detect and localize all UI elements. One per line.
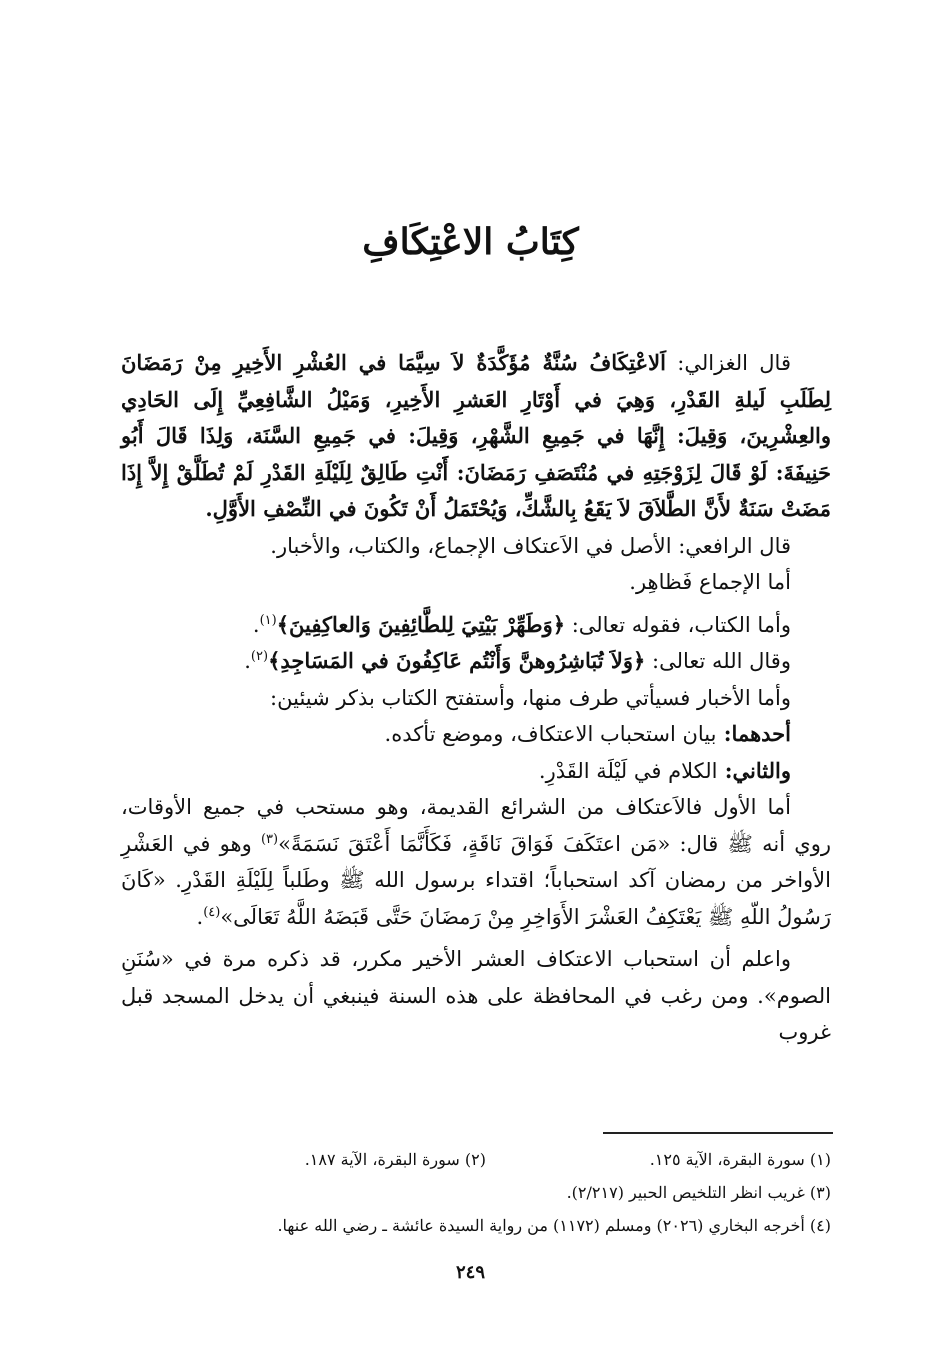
paragraph-first-section	[121, 789, 831, 935]
punctuation: .	[196, 904, 204, 929]
paragraph-ghazali	[121, 345, 831, 528]
footnote-divider	[603, 1132, 833, 1134]
punctuation: .	[244, 649, 251, 673]
footnote-1: (١) سورة البقرة، الآية ١٢٥.	[649, 1150, 831, 1169]
second-label: والثاني:	[717, 757, 791, 783]
chapter-title: كِتَابُ الاعْتِكَافِ	[362, 221, 579, 263]
ghazali-text: اَلاعْتِكَافُ سُنَّةٌ مُؤَكَّدَةٌ لاَ سِيَّمَا في العُشْرِ الأَخِيرِ مِنْ رَمَضَانَ لِطَلَبِ لَيلةِ القَدْرِ، وَهِيَ في أَوْتَارِ العَشرِ الأَخِيرِ، وَمَيْلُ الشَّافِعِيِّ إِلَى الحَادِي والعِشْرِينَ، وَقِيلَ: إِنَّهَا في جَمِيعِ الشَّهْرِ، وَقِيلَ: في جَمِيعِ السَّنَة، وَلِذَا قَالَ أَبُو حَنِيفَةَ: لَوْ قَالَ لِزَوْجَتِهِ في مُنْتَصَفِ رَمَضَانَ: أَنْتِ طَالِقٌ لِلَيْلَةِ القَدْرِ لَمْ تُطَلَّقْ إِلاَّ إِذَا مَضَتْ سَنَةٌ لأَنَّ الطَّلاَقَ لاَ يَقَعُ بِالشَّكِّ، وَيُحْتَمَلُ أَنْ تَكُونَ في النِّصْفِ الأَوَّلِ.	[121, 350, 831, 521]
footnote-ref: (٢)	[250, 649, 269, 664]
footnote-4: (٤) أخرجه البخاري (٢٠٢٦) ومسلم (١١٧٢) من رواية السيدة عائشة ـ رضي الله عنها.	[277, 1216, 831, 1235]
footnote-row	[121, 1143, 831, 1176]
footnote-ref: (٤)	[203, 904, 221, 920]
paragraph-verse	[121, 643, 831, 680]
paragraph-akhbar: وأما الأخبار فسيأتي طرف منها، وأستفتح الكتاب بذكر شيئين:	[270, 685, 791, 710]
paragraph-lead: قال الغزالي:	[665, 351, 791, 375]
quran-quote: ﴿وَطَهِّرْ بَيْتِيَ لِلطَّائِفِينَ وَالعاكِفِينَ﴾	[276, 611, 566, 637]
quran-quote: ﴿وَلاَ تُبَاشِرُوهنَّ وَأَنْتُم عَاكِفُونَ في المَسَاجِدِ﴾	[268, 648, 646, 673]
footnotes	[121, 1143, 831, 1242]
footnote-2: (٢) سورة البقرة، الآية ١٨٧.	[304, 1150, 486, 1169]
main-text	[121, 345, 831, 1051]
paragraph-ijma: أما الإجماع فَظاهِر.	[629, 570, 791, 594]
paragraph-note: واعلم أن استحباب الاعتكاف العشر الأخير مكرر، قد ذكره مرة في «سُنَنِ الصوم». ومن رغب في المحافظة على هذه السنة فينبغي أن يدخل المسجد قبل غروب	[121, 947, 831, 1044]
text-segment: أما الأول فالاَعتكاف من الشرائع القديمة، وهو مستحب في جميع الأوقات، روي أنه ﷺ قال: «مَن اعتَكَفَ فَوَاقَ نَاقَةٍ، فَكَأَنَّمَا أَعْتَقَ نَسَمَةً»	[121, 795, 831, 856]
paragraph-kitab	[121, 607, 831, 644]
paragraph-lead: وقال الله تعالى:	[645, 649, 791, 673]
paragraph-lead: وأما الكتاب، فقوله تعالى:	[565, 612, 791, 637]
footnote-ref: (٣)	[260, 831, 279, 847]
first-text: بيان استحباب الاعتكاف، وموضع تأكده.	[384, 722, 717, 746]
paragraph-first	[121, 716, 831, 753]
page-number: ٢٤٩	[455, 1262, 485, 1283]
second-text: الكلام في لَيْلَة القَدْرِ.	[538, 758, 718, 783]
footnote-3: (٣) غريب انظر التلخيص الحبير (٢/٢١٧).	[566, 1183, 831, 1202]
punctuation: .	[252, 612, 260, 637]
paragraph-rafii: قال الرافعي: الأصل في الاَعتكاف الإجماع، والكتاب، والأخبار.	[270, 533, 791, 558]
text-segment: وهو في العَشْرِ الأواخر من رمضان آكد استحباباً؛ اقتداء برسول الله ﷺ وطَلباً لِلَيْلَةِ القَدْرِ. «كَانَ رَسُولُ اللّهِ ﷺ يَعْتَكِفُ العَشْرَ الأَوَاخِرِ مِنْ رَمضَانَ حَتَّى قَبَضَهُ اللَّهُ تَعَالَى»	[121, 831, 831, 929]
first-label: أحدهما:	[716, 721, 791, 746]
footnote-ref: (١)	[259, 612, 277, 628]
paragraph-second	[121, 753, 831, 790]
